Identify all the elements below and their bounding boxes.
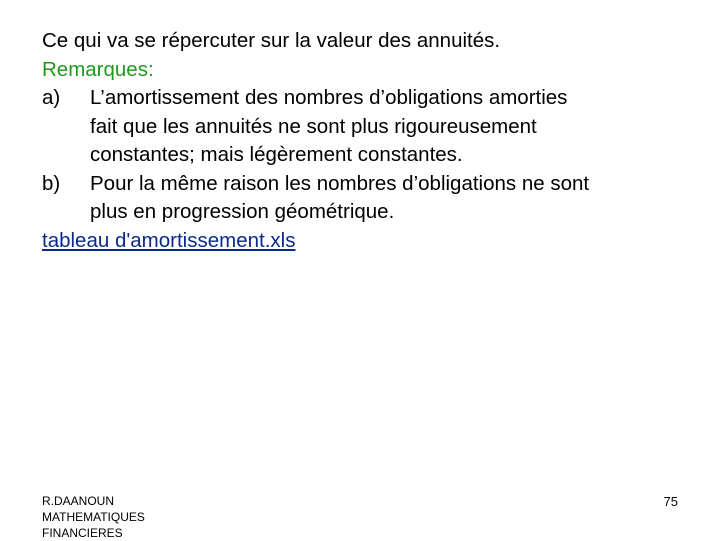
intro-text: Ce qui va se répercuter sur la valeur des annuités. bbox=[42, 29, 501, 52]
footer-line: MATHEMATIQUES bbox=[42, 510, 145, 524]
list-item-line: L’amortissement des nombres d’obligations amorties bbox=[90, 86, 568, 109]
footer-line: FINANCIERES bbox=[42, 526, 123, 540]
footer-author bbox=[42, 493, 145, 541]
slide-body bbox=[42, 27, 692, 255]
list-item-a bbox=[42, 84, 692, 170]
spreadsheet-link[interactable]: tableau d'amortissement.xls bbox=[42, 228, 296, 252]
list-marker: a) bbox=[42, 86, 61, 109]
list-item-line: plus en progression géométrique. bbox=[90, 200, 395, 223]
footer-line: R.DAANOUN bbox=[42, 494, 115, 508]
list-item-b bbox=[42, 170, 692, 227]
list-item-line: constantes; mais légèrement constantes. bbox=[90, 143, 463, 166]
list-item-line: fait que les annuités ne sont plus rigoureusement bbox=[90, 114, 537, 138]
list-item-text bbox=[90, 170, 692, 227]
list-item-line: Pour la même raison les nombres d’obligations ne sont bbox=[90, 171, 590, 195]
list-marker: b) bbox=[42, 171, 61, 195]
list-item-text bbox=[90, 84, 692, 170]
page-number: 75 bbox=[663, 494, 678, 509]
remarks-heading: Remarques: bbox=[42, 57, 154, 81]
